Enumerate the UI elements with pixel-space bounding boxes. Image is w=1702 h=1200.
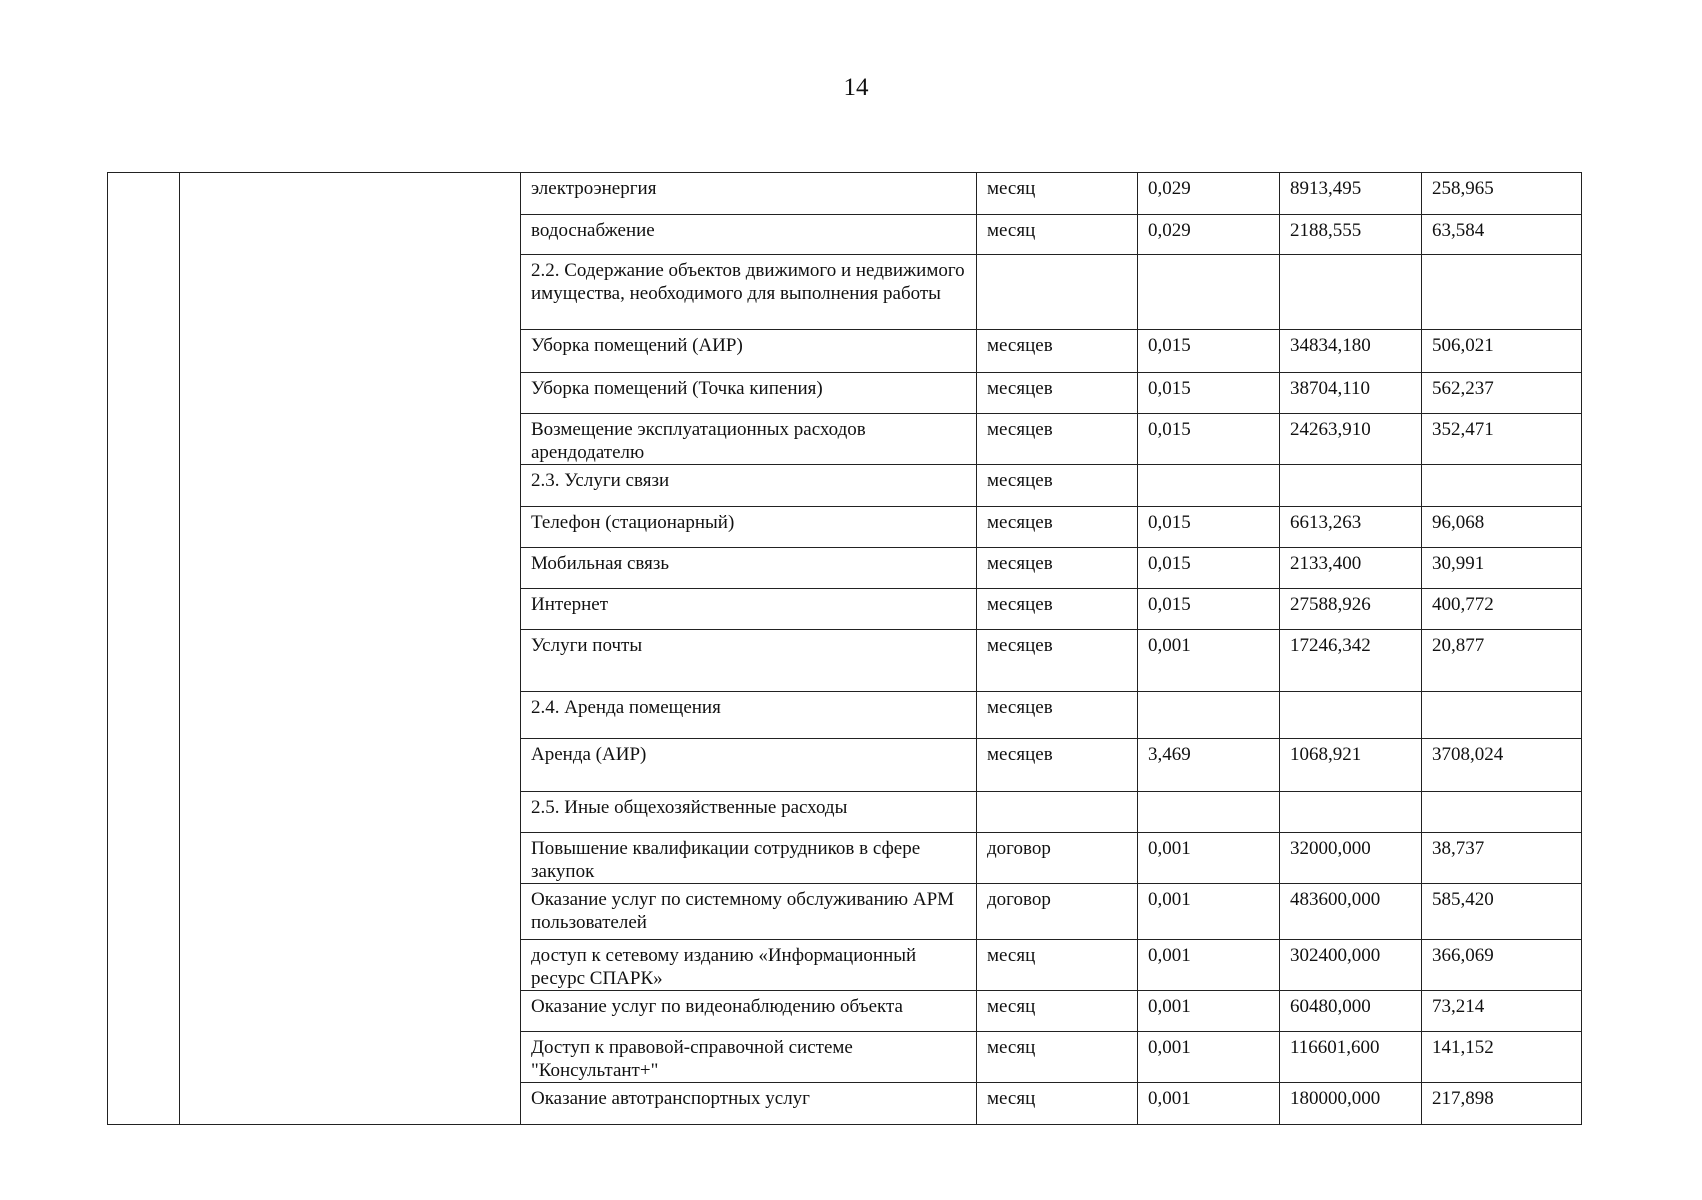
item-name-cell: Оказание автотранспортных услуг xyxy=(521,1083,977,1125)
quantity-cell: 3,469 xyxy=(1138,739,1280,792)
unit-cell: месяцев xyxy=(977,507,1138,548)
price-cell: 2133,400 xyxy=(1280,548,1422,589)
item-name-cell: Аренда (АИР) xyxy=(521,739,977,792)
price-cell: 60480,000 xyxy=(1280,991,1422,1032)
item-name-cell: Повышение квалификации сотрудников в сфере закупок xyxy=(521,833,977,884)
quantity-cell: 0,015 xyxy=(1138,548,1280,589)
item-name-cell: Оказание услуг по видеонаблюдению объекта xyxy=(521,991,977,1032)
total-cell xyxy=(1422,692,1582,739)
table-body xyxy=(108,173,1582,1125)
total-cell: 217,898 xyxy=(1422,1083,1582,1125)
quantity-cell: 0,015 xyxy=(1138,589,1280,630)
item-name-cell: 2.2. Содержание объектов движимого и недвижимого имущества, необходимого для выполнения работы xyxy=(521,255,977,330)
total-cell: 141,152 xyxy=(1422,1032,1582,1083)
total-cell: 63,584 xyxy=(1422,215,1582,255)
unit-cell: месяцев xyxy=(977,548,1138,589)
price-cell: 2188,555 xyxy=(1280,215,1422,255)
total-cell xyxy=(1422,465,1582,507)
price-cell xyxy=(1280,792,1422,833)
item-name-cell: Услуги почты xyxy=(521,630,977,692)
item-name-cell: 2.3. Услуги связи xyxy=(521,465,977,507)
unit-cell: месяц xyxy=(977,173,1138,215)
unit-cell: месяцев xyxy=(977,465,1138,507)
unit-cell: месяцев xyxy=(977,330,1138,373)
quantity-cell: 0,029 xyxy=(1138,173,1280,215)
quantity-cell: 0,001 xyxy=(1138,1083,1280,1125)
price-cell: 180000,000 xyxy=(1280,1083,1422,1125)
item-name-cell: Телефон (стационарный) xyxy=(521,507,977,548)
quantity-cell: 0,001 xyxy=(1138,630,1280,692)
quantity-cell: 0,001 xyxy=(1138,991,1280,1032)
page-number: 14 xyxy=(843,74,869,101)
price-cell xyxy=(1280,465,1422,507)
unit-cell: месяцев xyxy=(977,589,1138,630)
unit-cell: месяцев xyxy=(977,630,1138,692)
price-cell: 32000,000 xyxy=(1280,833,1422,884)
total-cell: 366,069 xyxy=(1422,940,1582,991)
item-name-cell: Возмещение эксплуатационных расходов арендодателю xyxy=(521,414,977,465)
unit-cell: месяц xyxy=(977,940,1138,991)
total-cell: 258,965 xyxy=(1422,173,1582,215)
price-cell: 27588,926 xyxy=(1280,589,1422,630)
item-name-cell: Уборка помещений (АИР) xyxy=(521,330,977,373)
quantity-cell: 0,001 xyxy=(1138,940,1280,991)
quantity-cell: 0,001 xyxy=(1138,833,1280,884)
price-cell: 38704,110 xyxy=(1280,373,1422,414)
total-cell: 400,772 xyxy=(1422,589,1582,630)
price-cell: 8913,495 xyxy=(1280,173,1422,215)
price-cell: 302400,000 xyxy=(1280,940,1422,991)
quantity-cell xyxy=(1138,792,1280,833)
item-name-cell: Интернет xyxy=(521,589,977,630)
unit-cell: месяц xyxy=(977,215,1138,255)
quantity-cell: 0,015 xyxy=(1138,330,1280,373)
total-cell: 585,420 xyxy=(1422,884,1582,940)
total-cell: 30,991 xyxy=(1422,548,1582,589)
unit-cell: договор xyxy=(977,884,1138,940)
cost-table xyxy=(107,172,1582,1125)
item-name-cell: 2.4. Аренда помещения xyxy=(521,692,977,739)
total-cell: 506,021 xyxy=(1422,330,1582,373)
item-name-cell: доступ к сетевому изданию «Информационный ресурс СПАРК» xyxy=(521,940,977,991)
item-name-cell: Доступ к правовой-справочной системе "Консультант+" xyxy=(521,1032,977,1083)
quantity-cell: 0,029 xyxy=(1138,215,1280,255)
item-name-cell: электроэнергия xyxy=(521,173,977,215)
item-name-cell: Уборка помещений (Точка кипения) xyxy=(521,373,977,414)
quantity-cell: 0,015 xyxy=(1138,373,1280,414)
total-cell: 73,214 xyxy=(1422,991,1582,1032)
total-cell: 3708,024 xyxy=(1422,739,1582,792)
total-cell: 38,737 xyxy=(1422,833,1582,884)
item-name-cell: Мобильная связь xyxy=(521,548,977,589)
price-cell: 483600,000 xyxy=(1280,884,1422,940)
price-cell xyxy=(1280,692,1422,739)
total-cell: 96,068 xyxy=(1422,507,1582,548)
unit-cell: договор xyxy=(977,833,1138,884)
price-cell: 34834,180 xyxy=(1280,330,1422,373)
quantity-cell: 0,001 xyxy=(1138,884,1280,940)
unit-cell xyxy=(977,792,1138,833)
item-name-cell: водоснабжение xyxy=(521,215,977,255)
total-cell xyxy=(1422,792,1582,833)
number-column-cell xyxy=(108,173,180,1125)
table-row xyxy=(108,173,1582,215)
unit-cell: месяцев xyxy=(977,739,1138,792)
unit-cell: месяцев xyxy=(977,692,1138,739)
price-cell: 17246,342 xyxy=(1280,630,1422,692)
price-cell: 1068,921 xyxy=(1280,739,1422,792)
unit-cell xyxy=(977,255,1138,330)
section-column-cell xyxy=(180,173,521,1125)
total-cell: 20,877 xyxy=(1422,630,1582,692)
unit-cell: месяц xyxy=(977,1032,1138,1083)
price-cell: 6613,263 xyxy=(1280,507,1422,548)
unit-cell: месяц xyxy=(977,1083,1138,1125)
quantity-cell xyxy=(1138,465,1280,507)
total-cell: 562,237 xyxy=(1422,373,1582,414)
quantity-cell xyxy=(1138,692,1280,739)
unit-cell: месяцев xyxy=(977,414,1138,465)
item-name-cell: 2.5. Иные общехозяйственные расходы xyxy=(521,792,977,833)
price-cell xyxy=(1280,255,1422,330)
price-cell: 116601,600 xyxy=(1280,1032,1422,1083)
quantity-cell: 0,015 xyxy=(1138,507,1280,548)
quantity-cell: 0,015 xyxy=(1138,414,1280,465)
total-cell: 352,471 xyxy=(1422,414,1582,465)
quantity-cell xyxy=(1138,255,1280,330)
quantity-cell: 0,001 xyxy=(1138,1032,1280,1083)
unit-cell: месяцев xyxy=(977,373,1138,414)
price-cell: 24263,910 xyxy=(1280,414,1422,465)
total-cell xyxy=(1422,255,1582,330)
item-name-cell: Оказание услуг по системному обслуживанию АРМ пользователей xyxy=(521,884,977,940)
unit-cell: месяц xyxy=(977,991,1138,1032)
